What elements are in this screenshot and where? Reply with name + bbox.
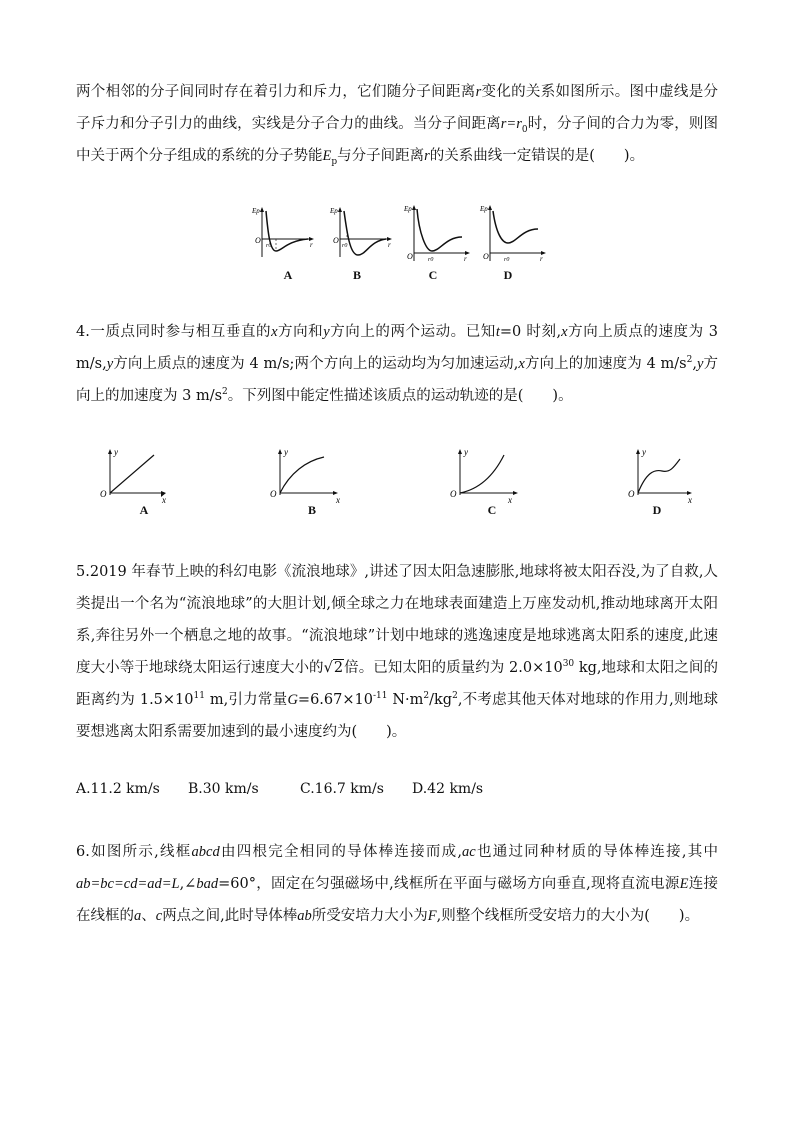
q3-fig-d-yaxis: Ep [480,205,488,213]
q3-stem: 两个相邻的分子间同时存在着引力和斥力，它们随分子间距离r变化的关系如图所示。图中虚线是分子斥力和分子引力的曲线，实线是分子合力的曲线。当分子间距离$r=r_0$时，分子间的合力为零，则图中关于两个分子组成的系统的分子势能$E_p$与分子间距离r的关系曲线一定错误的是( )。 [76,84,719,167]
q3-fig-d-mark: r0 [504,257,510,263]
q4-fig-a-yaxis: y [114,447,118,457]
q4-fig-d [628,447,692,505]
q3-fig-d-xaxis: r [540,255,543,263]
q5-options [76,777,483,801]
q3-fig-a-origin: O [255,236,261,245]
q4-fig-c-label: C [487,503,497,517]
q5-option-c[interactable]: C.16.7 km/s [300,781,384,797]
q3-fig-b-mark: r0 [342,243,348,249]
q4-fig-d-origin: O [628,489,635,499]
q3-fig-b-label: B [352,268,361,282]
q4-fig-a [100,447,166,505]
q4-fig-b-origin: O [270,489,277,499]
q3-fig-c [403,205,470,263]
q4-figures [96,445,706,505]
q4-fig-c-yaxis: y [464,447,468,457]
q3-fig-d-label: D [503,268,513,282]
q3-fig-a-mark: r0 [266,243,272,249]
q4-fig-a-label: A [139,503,149,517]
q4-fig-d-label: D [652,503,662,517]
q4-fig-b [270,447,340,505]
q4-fig-a-origin: O [100,489,107,499]
q4-fig-b-xaxis: x [336,495,340,505]
q3-fig-b-xaxis: r [388,241,391,249]
q3-fig-c-xaxis: r [464,255,467,263]
q4-fig-b-yaxis: y [284,447,288,457]
q4-fig-a-xaxis: x [162,495,166,505]
q3-fig-d-origin: O [483,252,489,261]
q3-fig-a-xaxis: r [310,241,313,249]
q3-fig-b [329,207,392,257]
q4-stem: 4.一质点同时参与相互垂直的x方向和y方向上的两个运动。已知t=0 时刻,x方向上质点的速度为 3 m/s,y方向上质点的速度为 4 m/s;两个方向上的运动均为匀加速运动,x方向上的加速度为 4 $m/s^2,y$方向上的加速度为 3 $m/s^2$。下列图中能定性描述该质点的运动轨迹的是( )。 [76,324,719,404]
q5-option-b[interactable]: B.30 km/s [188,781,259,797]
q5-stem: 5.2019 年春节上映的科幻电影《流浪地球》,讲述了因太阳急速膨胀,地球将被太阳吞没,为了自救,人类提出一个名为“流浪地球”的大胆计划,倾全球之力在地球表面建造上万座发动机,推动地球离开太阳系,奔往另外一个栖息之地的故事。“流浪地球”计划中地球的逃逸速度是地球逃离太阳系的速度,此速度大小等于地球绕太阳运行速度大小的√2倍。已知太阳的质量约为 $2.0\times 10^{30}$ kg,地球和太阳之间的距离约为 $1.5\times 10^{11}$ m,引力常量$G=6.67\times 10^{-11}$ $N\cdot m^2/kg^2$,不考虑其他天体对地球的作用力,则地球要想逃离太阳系需要加速到的最小速度约为( )。 [76,564,719,740]
q4-fig-d-yaxis: y [642,447,646,457]
q4-fig-c-xaxis: x [508,495,512,505]
q3-fig-b-origin: O [333,236,339,245]
q5-option-d[interactable]: D.42 km/s [412,781,484,797]
q4-fig-c [450,447,518,505]
q4-fig-d-xaxis: x [688,495,692,505]
q3-fig-c-yaxis: Ep [404,205,412,213]
q3-fig-a-label: A [283,268,293,282]
q3-fig-d [479,205,546,263]
q4-fig-b-label: B [307,503,316,517]
q5-option-a[interactable]: A.11.2 km/s [76,781,160,797]
q6-stem: 6.如图所示,线框abcd由四根完全相同的导体棒连接而成,ac也通过同种材质的导体棒连接,其中ab=bc=cd=ad=L,∠bad=60°，固定在匀强磁场中,线框所在平面与磁场方向垂直,现将直流电源E连接在线框的a、c两点之间,此时导体棒ab所受安培力大小为F,则整个线框所受安培力的大小为( )。 [76,844,719,924]
q3-fig-b-yaxis: Ep [330,207,338,215]
q3-fig-a [251,207,314,257]
q3-fig-c-mark: r0 [428,257,434,263]
q3-fig-c-origin: O [407,252,413,261]
q4-fig-c-origin: O [450,489,457,499]
q3-fig-c-label: C [428,268,438,282]
q3-fig-a-yaxis: Ep [252,207,260,215]
sqrt-2: √2 [323,660,344,676]
